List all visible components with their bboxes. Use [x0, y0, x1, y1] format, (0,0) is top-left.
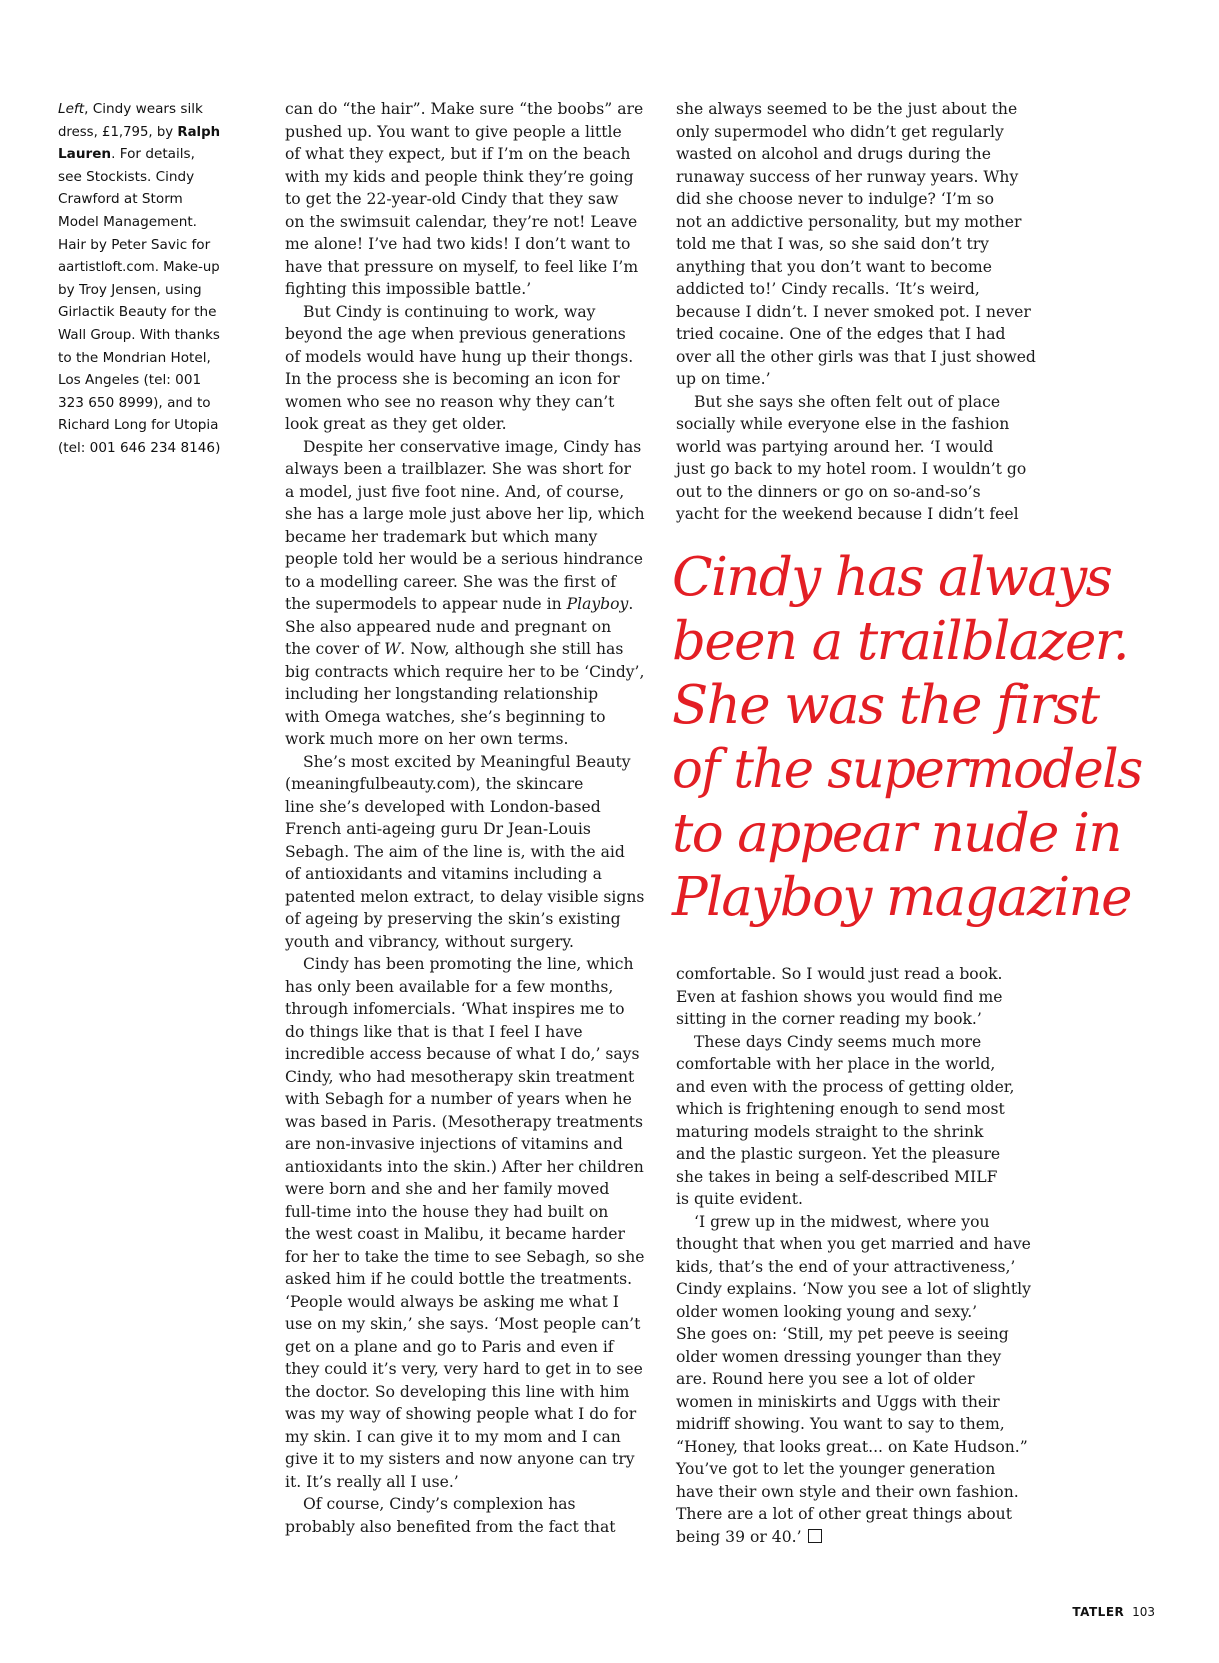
- body-text-line: [285, 436, 645, 459]
- body-text-line: [676, 391, 1036, 414]
- caption-text: (tel: 001 646 234 8146): [58, 439, 221, 456]
- body-text-line: [285, 1223, 645, 1246]
- body-text: incredible access because of what I do,’ says: [285, 1045, 640, 1063]
- body-text: did she choose never to indulge? ‘I’m so: [676, 190, 994, 208]
- body-text-line: [676, 1368, 1036, 1391]
- body-text-line: [676, 323, 1036, 346]
- body-text: wasted on alcohol and drugs during the: [676, 145, 991, 163]
- caption-text: dress, £1,795, by: [58, 123, 178, 140]
- body-text: were born and she and her family moved: [285, 1180, 610, 1198]
- body-text-line: [676, 1301, 1036, 1324]
- body-text: pushed up. You want to give people a little: [285, 122, 622, 141]
- body-text: fighting this impossible battle.’: [285, 280, 532, 298]
- caption-line: [58, 143, 220, 166]
- body-text-line: [285, 1426, 645, 1449]
- body-text-line: [285, 413, 645, 436]
- body-text: She goes on: ‘Still, my pet peeve is seeing: [676, 1325, 1009, 1343]
- body-text-line: [285, 526, 645, 549]
- body-text: look great as they get older.: [285, 415, 507, 433]
- caption-line: [58, 369, 220, 392]
- body-text: was my way of showing people what I do for: [285, 1405, 637, 1423]
- body-text-line: [676, 1256, 1036, 1279]
- body-text: was based in Paris. (Mesotherapy treatments: [285, 1112, 644, 1131]
- article-column-2-bottom: [676, 963, 1036, 1548]
- body-text: my skin. I can give it to my mom and I can: [285, 1427, 621, 1446]
- body-text: through infomercials. ‘What inspires me to: [285, 1000, 625, 1018]
- body-text: Of course, Cindy’s complexion has: [303, 1495, 576, 1513]
- body-text: patented melon extract, to delay visible signs: [285, 887, 645, 906]
- body-text: youth and vibrancy, without surgery.: [285, 932, 574, 951]
- body-text-line: [285, 323, 645, 346]
- body-text-line: [676, 1166, 1036, 1189]
- body-text: give it to my sisters and now anyone can try: [285, 1450, 635, 1468]
- body-text-line: [285, 481, 645, 504]
- body-text: Despite her conservative image, Cindy has: [303, 437, 642, 456]
- body-text-line: [285, 616, 645, 639]
- body-text-line: [285, 818, 645, 841]
- body-text: she takes in being a self-described MILF: [676, 1167, 998, 1186]
- body-text-line: [676, 963, 1036, 986]
- body-text: maturing models straight to the shrink: [676, 1122, 984, 1141]
- body-text: are. Round here you see a lot of older: [676, 1370, 975, 1388]
- body-text-line: [676, 1188, 1036, 1211]
- caption-text: . For details,: [111, 146, 195, 163]
- body-text-line: [285, 346, 645, 369]
- body-text: Sebagh. The aim of the line is, with the aid: [285, 842, 625, 861]
- body-text-line: [676, 166, 1036, 189]
- page-folio: [1072, 1605, 1155, 1619]
- body-text-line: [285, 1448, 645, 1471]
- body-text: women who see no reason why they can’t: [285, 392, 615, 411]
- body-text: big contracts which require her to be ‘Cindy’,: [285, 662, 645, 681]
- caption-designer: Lauren: [58, 146, 112, 163]
- body-text: just go back to my hotel room. I wouldn’t go: [676, 460, 1027, 478]
- body-text: me alone! I’ve had two kids! I don’t want to: [285, 235, 631, 253]
- body-text-line: [285, 976, 645, 999]
- body-text-line: [676, 1346, 1036, 1369]
- body-text-line: [285, 683, 645, 706]
- body-text: There are a lot of other great things about: [676, 1505, 1012, 1523]
- body-text-line: [285, 638, 645, 661]
- body-text: the supermodels to appear nude in: [285, 595, 567, 613]
- body-text: of models would have hung up their thongs.: [285, 347, 634, 366]
- body-text: Even at fashion shows you would find me: [676, 987, 1003, 1006]
- body-text-line: [676, 98, 1036, 121]
- body-text-line: [285, 1313, 645, 1336]
- body-text-line: [285, 931, 645, 954]
- body-text-line: [285, 256, 645, 279]
- body-text: because I didn’t. I never smoked pot. I never: [676, 302, 1031, 321]
- body-text-line: [285, 301, 645, 324]
- body-text: get on a plane and go to Paris and even if: [285, 1337, 614, 1356]
- body-text-line: [676, 346, 1036, 369]
- body-text: tried cocaine. One of the edges that I had: [676, 325, 1006, 343]
- caption-line: [58, 188, 220, 211]
- caption-text: by Troy Jensen, using: [58, 281, 202, 298]
- body-text-line: [285, 886, 645, 909]
- caption-line: [58, 234, 220, 257]
- body-text: use on my skin,’ she says. ‘Most people can’t: [285, 1315, 641, 1333]
- caption-text: aartistloft.com. Make-up: [58, 259, 220, 276]
- body-text-line: [285, 166, 645, 189]
- body-text-line: [676, 1481, 1036, 1504]
- body-text-line: [285, 751, 645, 774]
- body-text: runaway success of her runway years. Why: [676, 167, 1019, 186]
- body-text: comfortable. So I would just read a book.: [676, 965, 1003, 983]
- body-text: is quite evident.: [676, 1190, 803, 1208]
- body-text: She’s most excited by Meaningful Beauty: [303, 752, 631, 771]
- body-text: . Now, although she still has: [400, 640, 624, 658]
- caption-text: to the Mondrian Hotel,: [58, 349, 211, 366]
- body-text-line: [285, 593, 645, 616]
- pull-quote-line: Cindy has always: [672, 547, 1112, 608]
- body-text-line: [676, 481, 1036, 504]
- body-text-line: [676, 211, 1036, 234]
- body-text: Cindy, who had mesotherapy skin treatment: [285, 1067, 635, 1086]
- body-text-line: [285, 1246, 644, 1269]
- caption-line: [58, 98, 220, 121]
- body-text: These days Cindy seems much more: [694, 1032, 982, 1051]
- body-text-line: [285, 841, 645, 864]
- body-text: always been a trailblazer. She was short for: [285, 460, 631, 478]
- body-text-line: [285, 1066, 645, 1089]
- body-text-line: [676, 1436, 1036, 1459]
- body-text: and the plastic surgeon. Yet the pleasure: [676, 1145, 1001, 1163]
- body-text: older women looking young and sexy.’: [676, 1302, 978, 1321]
- body-text-line: [285, 1291, 645, 1314]
- body-text-line: [285, 368, 645, 391]
- body-text-line: [285, 773, 645, 796]
- body-text: including her longstanding relationship: [285, 685, 599, 703]
- body-text: midriff showing. You want to say to them,: [676, 1415, 1005, 1433]
- body-text-line: [285, 1201, 645, 1224]
- body-text: older women dressing younger than they: [676, 1347, 1002, 1366]
- body-text-line: [285, 143, 645, 166]
- caption-text: Wall Group. With thanks: [58, 326, 220, 343]
- caption-text: Richard Long for Utopia: [58, 417, 219, 434]
- body-text-line: [676, 1053, 1036, 1076]
- caption-text: Crawford at Storm: [58, 191, 183, 208]
- caption-line: [58, 414, 220, 437]
- body-text: of antioxidants and vitamins including a: [285, 865, 602, 883]
- caption-text: Model Management.: [58, 213, 198, 230]
- body-text: not an addictive personality, but my mother: [676, 212, 1022, 231]
- body-text: (meaningfulbeauty.com), the skincare: [285, 775, 584, 793]
- body-text-line: [676, 256, 1036, 279]
- body-text-line: [285, 98, 645, 121]
- body-text-line: [285, 233, 645, 256]
- body-text-line: [285, 1268, 645, 1291]
- body-text-line: [285, 1156, 645, 1179]
- body-text-line: [285, 503, 645, 526]
- body-text: the doctor. So developing this line with him: [285, 1382, 630, 1401]
- caption-line: [58, 166, 220, 189]
- body-text: told me that I was, so she said don’t try: [676, 235, 989, 253]
- body-text-line: [285, 188, 645, 211]
- body-text-line: [676, 1076, 1036, 1099]
- body-text: probably also benefited from the fact that: [285, 1517, 616, 1536]
- body-text-line: [676, 1323, 1036, 1346]
- body-text-line: [285, 706, 645, 729]
- body-text-line: [676, 1008, 1036, 1031]
- caption-line: [58, 279, 220, 302]
- body-text-line: [285, 1088, 645, 1111]
- body-text-line: [285, 953, 645, 976]
- body-text-line: [676, 1278, 1036, 1301]
- body-text: people told her would be a serious hindrance: [285, 550, 644, 568]
- caption-designer: Ralph: [177, 123, 221, 140]
- body-text-line: [676, 503, 1036, 526]
- body-text: yacht for the weekend because I didn’t feel: [676, 505, 1019, 523]
- caption-text: Hair by Peter Savic for: [58, 236, 211, 253]
- body-text-line: [676, 233, 1036, 256]
- body-text-line: [285, 863, 645, 886]
- caption-line: [58, 301, 220, 324]
- body-text: with my kids and people think they’re going: [285, 167, 634, 186]
- body-text: out to the dinners or go on so-and-so’s: [676, 482, 981, 501]
- body-text: “Honey, that looks great... on Kate Hudson.”: [676, 1437, 1028, 1456]
- body-text-line: [285, 278, 645, 301]
- photo-caption: [58, 98, 220, 460]
- body-text: of ageing by preserving the skin’s existing: [285, 910, 621, 928]
- body-text-line: [676, 1121, 1036, 1144]
- body-text: .: [628, 595, 634, 613]
- body-text-line: [676, 1526, 1036, 1549]
- body-text-line: [285, 571, 645, 594]
- body-text: antioxidants into the skin.) After her children: [285, 1157, 644, 1176]
- body-text: of what they expect, but if I’m on the beach: [285, 145, 631, 163]
- caption-text: 323 650 8999), and to: [58, 394, 211, 411]
- body-text: are non-invasive injections of vitamins and: [285, 1135, 623, 1153]
- body-text-line: [676, 1098, 1036, 1121]
- caption-line: [58, 211, 220, 234]
- body-text-line: [676, 1211, 1036, 1234]
- body-text: line she’s developed with London-based: [285, 797, 601, 816]
- body-text-line: [676, 121, 1036, 144]
- body-text: work much more on her own terms.: [285, 730, 569, 748]
- body-text-line: [285, 391, 645, 414]
- caption-text: Girlactik Beauty for the: [58, 304, 217, 321]
- body-text: a model, just five foot nine. And, of course,: [285, 482, 625, 501]
- body-text: ‘People would always be asking me what I: [285, 1292, 619, 1311]
- body-text-line: [285, 1381, 645, 1404]
- body-text: being 39 or 40.’: [676, 1527, 802, 1546]
- body-text: and even with the process of getting older,: [676, 1077, 1015, 1096]
- body-text: socially while everyone else in the fashion: [676, 415, 1010, 433]
- pull-quote: [672, 546, 1142, 930]
- body-text-line: [285, 1358, 645, 1381]
- body-text: sitting in the corner reading my book.’: [676, 1010, 982, 1028]
- pull-quote-line: to appear nude in: [672, 803, 1121, 864]
- body-text: She also appeared nude and pregnant on: [285, 617, 612, 636]
- body-text-line: [676, 458, 1036, 481]
- italic-title: W: [384, 640, 401, 658]
- body-text: Cindy has been promoting the line, which: [303, 955, 634, 973]
- body-text-line: [285, 1133, 645, 1156]
- body-text-line: [285, 1493, 645, 1516]
- body-text: French anti-ageing guru Dr Jean-Louis: [285, 820, 591, 838]
- caption-line: [58, 437, 220, 460]
- body-text-line: [285, 548, 645, 571]
- body-text-line: [285, 1403, 645, 1426]
- body-text: thought that when you get married and have: [676, 1235, 1031, 1253]
- body-text-line: [676, 143, 1036, 166]
- caption-emphasis: Left: [58, 101, 85, 117]
- body-text-line: [285, 728, 645, 751]
- body-text: anything that you don’t want to become: [676, 257, 992, 276]
- body-text: kids, that’s the end of your attractiveness,’: [676, 1257, 1016, 1276]
- body-text: full-time into the house they had built on: [285, 1202, 609, 1221]
- body-text: women in miniskirts and Uggs with their: [676, 1392, 1000, 1411]
- body-text: But Cindy is continuing to work, way: [303, 302, 596, 321]
- body-text: over all the other girls was that I just showed: [676, 347, 1036, 366]
- page-number: 103: [1132, 1605, 1155, 1619]
- body-text-line: [285, 1471, 645, 1494]
- body-text-line: [676, 301, 1036, 324]
- body-text: do things like that is that I feel I have: [285, 1022, 583, 1041]
- body-text-line: [676, 413, 1036, 436]
- body-text-line: [676, 368, 1036, 391]
- body-text-line: [285, 211, 645, 234]
- body-text: beyond the age when previous generations: [285, 325, 626, 343]
- end-mark-icon: [808, 1529, 822, 1543]
- body-text: comfortable with her place in the world,: [676, 1055, 996, 1073]
- caption-text: , Cindy wears silk: [84, 101, 203, 117]
- caption-line: [58, 324, 218, 347]
- body-text: which is frightening enough to send most: [676, 1100, 1005, 1118]
- body-text: have their own style and their own fashion.: [676, 1482, 1019, 1501]
- body-text: have that pressure on myself, to feel like I’m: [285, 257, 639, 276]
- body-text-line: [676, 188, 1036, 211]
- caption-line: [58, 347, 220, 370]
- body-text: it. It’s really all I use.’: [285, 1472, 459, 1491]
- body-text-line: [285, 796, 645, 819]
- pull-quote-line: of the supermodels: [672, 739, 1142, 800]
- body-text-line: [676, 1458, 1036, 1481]
- body-text-line: [285, 121, 645, 144]
- body-text: for her to take the time to see Sebagh, so she: [285, 1247, 645, 1266]
- body-text: she always seemed to be the just about the: [676, 100, 1018, 118]
- body-text: the cover of: [285, 640, 385, 658]
- body-text: can do “the hair”. Make sure “the boobs” are: [285, 100, 644, 118]
- body-text: has only been available for a few months,: [285, 977, 614, 996]
- body-text-line: [285, 1336, 645, 1359]
- body-text-line: [285, 661, 643, 684]
- body-text-line: [676, 1031, 1036, 1054]
- body-text-line: [285, 1111, 645, 1134]
- body-text: on the swimsuit calendar, they’re not! Leave: [285, 212, 638, 231]
- body-text: with Sebagh for a number of years when he: [285, 1090, 632, 1108]
- body-text-line: [285, 1178, 645, 1201]
- body-text-line: [676, 1413, 1036, 1436]
- body-text: to a modelling career. She was the first of: [285, 572, 617, 591]
- body-text-line: [676, 278, 1036, 301]
- italic-title: Playboy: [566, 595, 629, 613]
- article-column-1: [285, 98, 645, 1538]
- caption-text: Los Angeles (tel: 001: [58, 372, 202, 389]
- magazine-name: TATLER: [1072, 1605, 1125, 1619]
- body-text: ‘I grew up in the midwest, where you: [694, 1212, 990, 1231]
- caption-line: [58, 392, 220, 415]
- body-text-line: [676, 1503, 1036, 1526]
- body-text: asked him if he could bottle the treatments.: [285, 1270, 633, 1288]
- body-text: In the process she is becoming an icon for: [285, 370, 620, 388]
- body-text: You’ve got to let the younger generation: [676, 1460, 996, 1478]
- body-text: they could it’s very, very hard to get in to see: [285, 1360, 643, 1378]
- pull-quote-line: been a trailblazer.: [672, 611, 1128, 672]
- body-text-line: [285, 998, 645, 1021]
- body-text: became her trademark but which many: [285, 527, 598, 546]
- body-text: addicted to!’ Cindy recalls. ‘It’s weird,: [676, 280, 980, 298]
- body-text-line: [676, 1143, 1036, 1166]
- article-column-2-top: [676, 98, 1036, 526]
- body-text-line: [676, 1233, 1036, 1256]
- body-text-line: [676, 986, 1036, 1009]
- pull-quote-line: She was the first: [672, 675, 1099, 736]
- body-text-line: [285, 908, 645, 931]
- body-text: world was partying around her. ‘I would: [676, 437, 994, 456]
- body-text: the west coast in Malibu, it became harder: [285, 1225, 625, 1243]
- body-text: Cindy explains. ‘Now you see a lot of slightly: [676, 1280, 1031, 1298]
- body-text-line: [285, 458, 645, 481]
- body-text: up on time.’: [676, 370, 771, 388]
- body-text: only supermodel who didn’t get regularly: [676, 122, 1004, 141]
- caption-line: [58, 121, 221, 144]
- body-text-line: [676, 1391, 1036, 1414]
- body-text: to get the 22-year-old Cindy that they saw: [285, 190, 619, 208]
- body-text-line: [676, 436, 1036, 459]
- body-text: with Omega watches, she’s beginning to: [285, 707, 606, 726]
- body-text-line: [285, 1043, 645, 1066]
- caption-line: [58, 256, 220, 279]
- body-text: But she says she often felt out of place: [694, 392, 1001, 411]
- body-text-line: [285, 1021, 645, 1044]
- body-text-line: [285, 1516, 645, 1539]
- pull-quote-line: Playboy magazine: [672, 867, 1131, 928]
- caption-text: see Stockists. Cindy: [58, 168, 195, 185]
- body-text: she has a large mole just above her lip, which: [285, 505, 645, 523]
